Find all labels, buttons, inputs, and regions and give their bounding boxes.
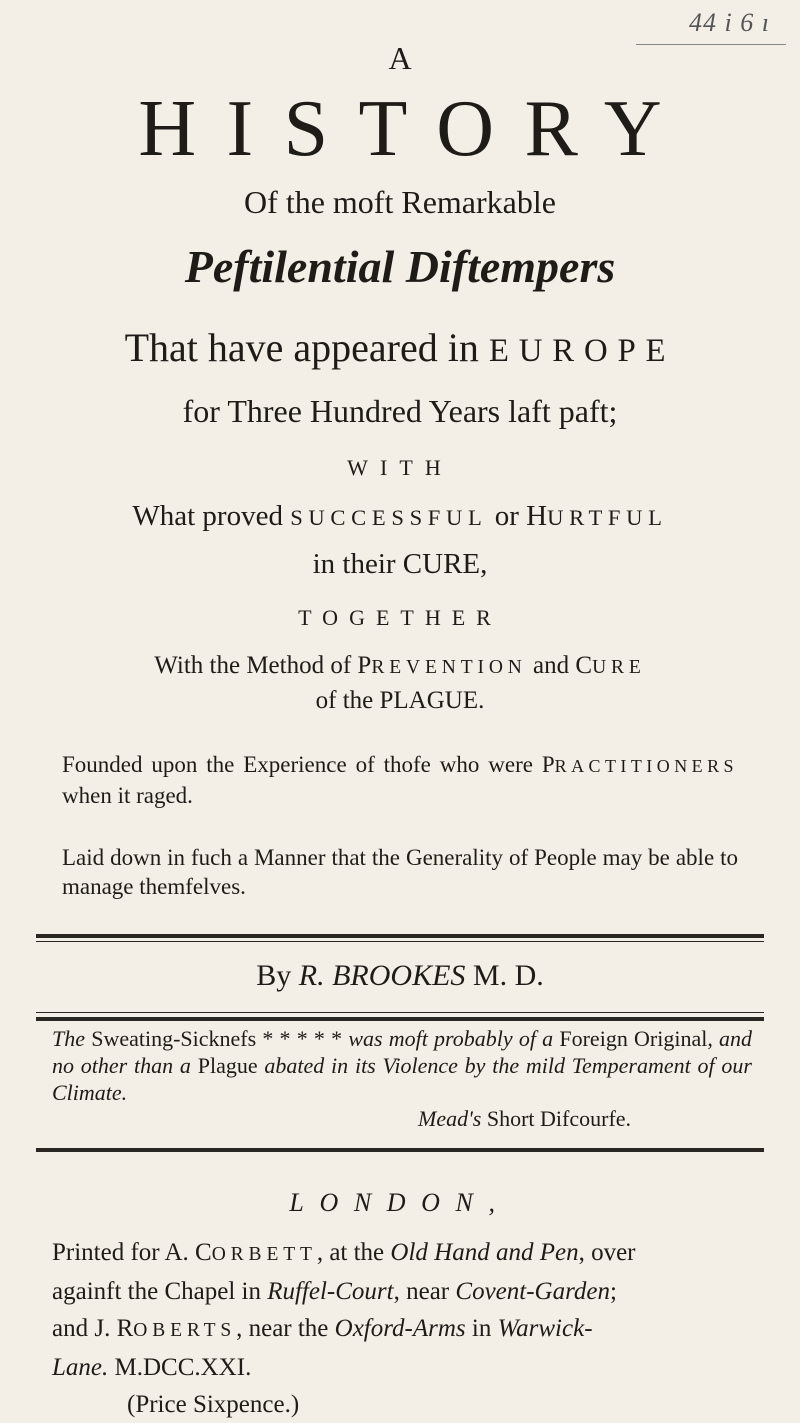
rule-mid	[36, 1017, 764, 1021]
imprint-text	[52, 1234, 752, 1423]
title-line-1: Of the moft Remarkable	[244, 184, 556, 220]
founded-paragraph: Founded upon the Experience of thofe who were PRACTITIONERS when it raged.	[62, 752, 738, 808]
with-heading: WITH	[347, 455, 453, 480]
title-article: A	[388, 40, 412, 76]
title-line-6: What proved SUCCESSFUL or HURTFUL	[132, 500, 668, 532]
rule-top-thin	[36, 941, 764, 942]
shelfmark: 44 i 6 ı	[689, 8, 770, 37]
title-main: HISTORY	[138, 85, 692, 173]
imprint-price: (Price Sixpence.)	[127, 1391, 300, 1418]
epigraph-attribution: Mead's Short Difcourfe.	[418, 1106, 632, 1131]
title-line-7: in their CURE,	[312, 548, 488, 580]
rule-mid-thin	[36, 1012, 764, 1013]
title-line-4: for Three Hundred Years laft paft;	[182, 393, 618, 429]
imprint-line-1: Printed for A. CORBETT, at the Old Hand and Pen, over	[52, 1239, 636, 1266]
title-pestilential: Peftilential Diftempers	[184, 241, 616, 292]
title-line-3: That have appeared in EUROPE	[124, 325, 676, 370]
imprint-place: LONDON,	[289, 1188, 511, 1217]
imprint-line-4: Lane. M.DCC.XXI.	[52, 1354, 252, 1381]
imprint-line-2: againft the Chapel in Ruffel-Court, near Covent-Garden;	[52, 1278, 617, 1305]
author-line: By R. BROOKES M. D.	[256, 959, 544, 992]
rule-bottom	[36, 1148, 764, 1152]
laid-paragraph: Laid down in fuch a Manner that the Generality of People may be able to manage themfelves.	[62, 845, 738, 899]
rule-top	[36, 934, 764, 938]
title-line-9: With the Method of PREVENTION and CURE	[154, 652, 646, 679]
imprint-line-3: and J. ROBERTS, near the Oxford-Arms in Warwick-	[52, 1315, 593, 1342]
epigraph: The Sweating-Sicknefs * * * * * was moft probably of a Foreign Original, and no other than a Plague abated in its Violence by the mild Temperament of our Climate.	[52, 1026, 753, 1105]
together-heading: TOGETHER	[298, 605, 502, 630]
title-line-10: of the PLAGUE.	[315, 687, 485, 714]
